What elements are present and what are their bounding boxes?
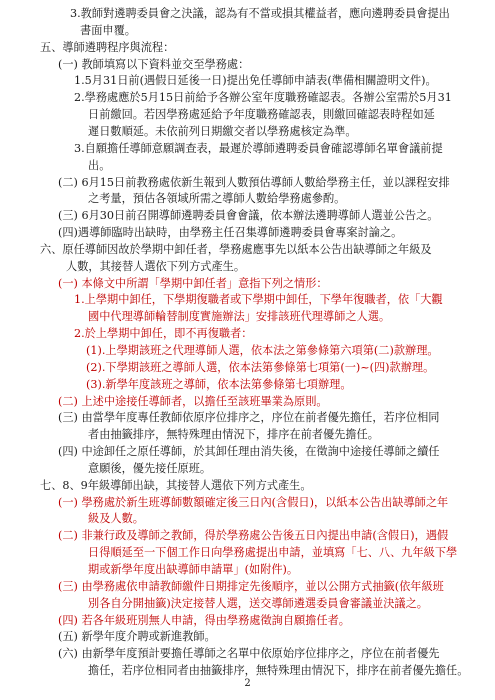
- text-line: (二) 6月15日前教務處依新生報到人數預估導師人數給學務主任，並以課程安排: [58, 175, 450, 189]
- section-heading: 七、8、9年級導師出缺，其接替人選依下列方式產生。: [40, 478, 312, 492]
- text-line: (一) 本條文中所謂「學期中卸任者」意指下列之情形：: [58, 276, 328, 290]
- text-line: 3.自願擔任導師意願調查表，最遲於導師遴聘委員會確認導師名單會議前提: [74, 141, 443, 155]
- section-heading: 五、導師遴聘程序與流程：: [40, 40, 175, 54]
- section-heading: 六、原任導師因故於學期中卸任者，學務處應事先以紙本公告出缺導師之年級及: [40, 242, 432, 256]
- text-line: 1.上學期中卸任，下學期復職者或下學期中卸任，下學年復職者，依「大觀: [74, 293, 443, 307]
- text-line: (2).下學期該班之導師人選，依本法第參條第七項第(一)~(四)款辦理。: [86, 360, 435, 374]
- text-line: 擔任，若序位相同者由抽籤排序，無特殊理由情況下，排序在前者優先擔任。: [88, 664, 469, 677]
- text-line: 意願後，優先接任原班。: [88, 461, 212, 475]
- text-line: 人數，其接替人選依下列方式產生。: [66, 259, 246, 273]
- text-line: 者由抽籤排序，無特殊理由情況下，排序在前者優先擔任。: [88, 428, 379, 442]
- page-number: 2: [244, 678, 251, 689]
- text-line: (五) 新學年度介聘或新進教師。: [58, 630, 216, 644]
- text-line: (1).上學期該班之代理導師人選，依本法之第參條第六項第(二)款辦理。: [86, 343, 439, 357]
- text-line: (四)遇導師臨時出缺時，由學務主任召集導師遴聘委員會專案討論之。: [58, 226, 403, 239]
- text-line: 日得順延至一下個工作日向學務處提出申請，並填寫「七、八、九年級下學: [88, 546, 458, 560]
- text-line: 別各自分開抽籤)決定接替人選，送交導師遴選委員會審議並決議之。: [88, 596, 428, 610]
- text-line: 3.教師對遴聘委員會之決議，認為有不當或損其權益者，應向遴聘委員會提出: [70, 7, 450, 20]
- text-line: (一) 學務處於新生班導師數額確定後三日內(含假日)，以紙本公告出缺導師之年: [58, 495, 449, 509]
- text-line: 之考量，預估各領域所需之導師人數給學務處參酌。: [88, 192, 346, 206]
- text-line: 遲日數順延。未依前列日期繳交者以學務處核定為準。: [88, 124, 357, 138]
- text-line: (三) 6月30日前召開導師遴聘委員會會議，依本辦法遴聘導師人選並公告之。: [58, 209, 439, 223]
- text-line: (二) 非兼行政及導師之教師，得於學務處公告後五日內提出申請(含假日)，遇假: [58, 529, 449, 543]
- text-line: 2.於上學期中卸任，即不再復職者：: [74, 327, 253, 341]
- text-line: (三) 由學務處依申請教師繳件日期排定先後順序，並以公開方式抽籤(依年級班: [58, 579, 444, 593]
- text-line: (3).新學年度該班之導師，依本法第參條第七項辦理。: [86, 377, 352, 391]
- text-line: 日前繳回。若因學務處延給予年度職務確認表，則繳回確認表時程如延: [88, 108, 435, 122]
- text-line: 期或新學年度出缺導師申請單」(如附件)。: [88, 562, 299, 576]
- text-line: (一) 教師填寫以下資料並交至學務處：: [58, 57, 250, 71]
- text-line: 國中代理導師輪替制度實施辦法」安排該班代理導師之人選。: [88, 310, 391, 324]
- text-line: 2.學務處應於5月15日前給予各辦公室年度職務確認表。各辦公室需於5月31: [74, 91, 452, 105]
- text-line: (二) 上述中途接任導師者，以擔任至該班畢業為原則。: [58, 394, 328, 408]
- text-line: (四) 中途卸任之原任導師，於其卸任理由消失後，在徵詢中途接任導師之續任: [58, 445, 440, 458]
- text-line: (四) 若各年級班別無人申請，得由學務處徵詢自願擔任者。: [58, 613, 350, 627]
- text-line: 出。: [88, 158, 111, 172]
- text-line: (三) 由當學年度專任教師依原序位排序之，序位在前者優先擔任，若序位相同: [58, 411, 440, 425]
- text-line: 1.5月31日前(遇假日延後一日)提出免任導師申請表(準備相關證明文件)。: [74, 74, 437, 88]
- text-line: 級及人數。: [88, 512, 144, 526]
- text-line: 書面申覆。: [80, 23, 136, 37]
- text-line: (六) 由新學年度預計要擔任導師之名單中依原始序位排序之，序位在前者優先: [58, 647, 440, 661]
